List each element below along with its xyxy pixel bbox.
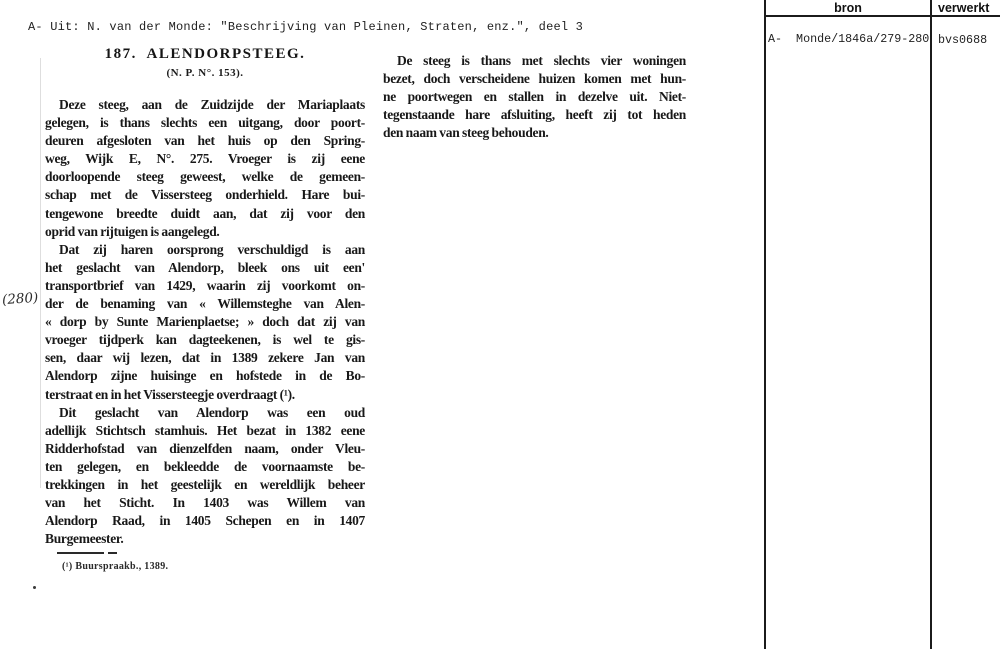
column-header-verwerkt: verwerkt bbox=[938, 1, 990, 15]
text-line: bezet, doch verscheidene huizen komen met hun- bbox=[383, 71, 686, 87]
footnote: (¹) Buurspraakb., 1389. bbox=[62, 561, 169, 573]
text-line: De steeg is thans met slechts vier woningen bbox=[397, 53, 686, 68]
text-line: Burgemeester. bbox=[45, 531, 124, 547]
text-line: Alendorp zijne huisinge en hofstede in de Bo- bbox=[45, 368, 365, 384]
footnote-rule-short bbox=[108, 552, 117, 554]
text-line: deuren afgesloten van het huis op den Spring- bbox=[45, 133, 365, 149]
article-subtitle: (N. P. N°. 153). bbox=[166, 67, 244, 79]
ink-speck bbox=[33, 586, 36, 589]
text-line: weg, Wijk E, N°. 275. Vroeger is zij eene bbox=[45, 151, 365, 167]
text-line: ten gelegen, en bekleedde de voornaamste be- bbox=[45, 458, 365, 474]
text-line: den naam van steeg behouden. bbox=[383, 125, 549, 141]
text-line: « dorp by Sunte Marienplaetse; » doch dat zij van bbox=[45, 314, 365, 330]
panel-header-rule bbox=[764, 15, 1000, 17]
column-header-bron: bron bbox=[834, 1, 862, 15]
document-left-column bbox=[45, 46, 365, 573]
text-line: Alendorp Raad, in 1405 Schepen en in 1407 bbox=[45, 513, 365, 529]
text-line: tengewone breedte duidt aan, dat zij voor den bbox=[45, 205, 365, 221]
cell-bron-value: A- Monde/1846a/279-280 bbox=[768, 32, 930, 46]
text-line: ne poortwegen en stallen in dezelve uit. Niet- bbox=[383, 89, 686, 105]
text-line: der de benaming van « Willemsteghe van Alen- bbox=[45, 296, 365, 312]
paragraph-3 bbox=[45, 404, 365, 549]
text-line: sen, daar wij lezen, dat in 1389 zekere Jan van bbox=[45, 350, 365, 366]
text-line: transportbrief van 1429, waarin zij voorkomt on- bbox=[45, 277, 365, 293]
text-line: het geslacht van Alendorp, bleek ons uit een' bbox=[45, 259, 365, 275]
margin-page-note: (280) bbox=[1, 289, 39, 309]
text-line: vroeger tijdperk kan dagteekenen, is wel te gis- bbox=[45, 332, 365, 348]
text-line: Ridderhofstad van dienzelfden naam, onder Vleu- bbox=[45, 440, 365, 456]
footnote-rule-long bbox=[57, 552, 104, 554]
text-line: doorloopende steeg geweest, welke de gemeen- bbox=[45, 169, 365, 185]
cell-verwerkt-value: bvs0688 bbox=[938, 33, 988, 47]
text-line: Dat zij haren oorsprong verschuldigd is aan bbox=[59, 241, 365, 257]
panel-vertical-rule-left bbox=[764, 0, 766, 649]
paragraph-2 bbox=[45, 241, 365, 404]
text-line: schap met de Vissersteeg onderhield. Hare bui- bbox=[45, 187, 365, 203]
footnote-separator bbox=[57, 552, 365, 554]
document-right-column bbox=[383, 52, 686, 142]
text-line: trekkingen in het geestelijk en wereldlijk beheer bbox=[45, 476, 365, 492]
paragraph-1 bbox=[45, 96, 365, 241]
text-line: Dit geslacht van Alendorp was een oud bbox=[59, 404, 365, 420]
article-title: 187. ALENDORPSTEEG. bbox=[104, 46, 306, 62]
text-line: Deze steeg, aan de Zuidzijde der Mariaplaats bbox=[59, 97, 365, 112]
paragraph-4 bbox=[383, 52, 686, 142]
text-line: oprid van rijtuigen is aangelegd. bbox=[45, 223, 220, 239]
text-line: gelegen, is thans slechts een uitgang, door poort- bbox=[45, 115, 365, 131]
source-citation: A- Uit: N. van der Monde: "Beschrijving van Pleinen, Straten, enz.", deel 3 bbox=[28, 20, 584, 34]
text-line: van het Sticht. In 1403 was Willem van bbox=[45, 495, 365, 511]
panel-vertical-rule-right bbox=[930, 0, 932, 649]
text-line: tegenstaande hare afsluiting, heeft zij tot heden bbox=[383, 107, 686, 123]
scan-edge-line bbox=[40, 58, 41, 488]
text-line: adellijk Stichtsch stamhuis. Het bezat in 1382 eene bbox=[45, 422, 365, 438]
text-line: terstraat en in het Vissersteegje overdraagt (¹). bbox=[45, 386, 295, 402]
